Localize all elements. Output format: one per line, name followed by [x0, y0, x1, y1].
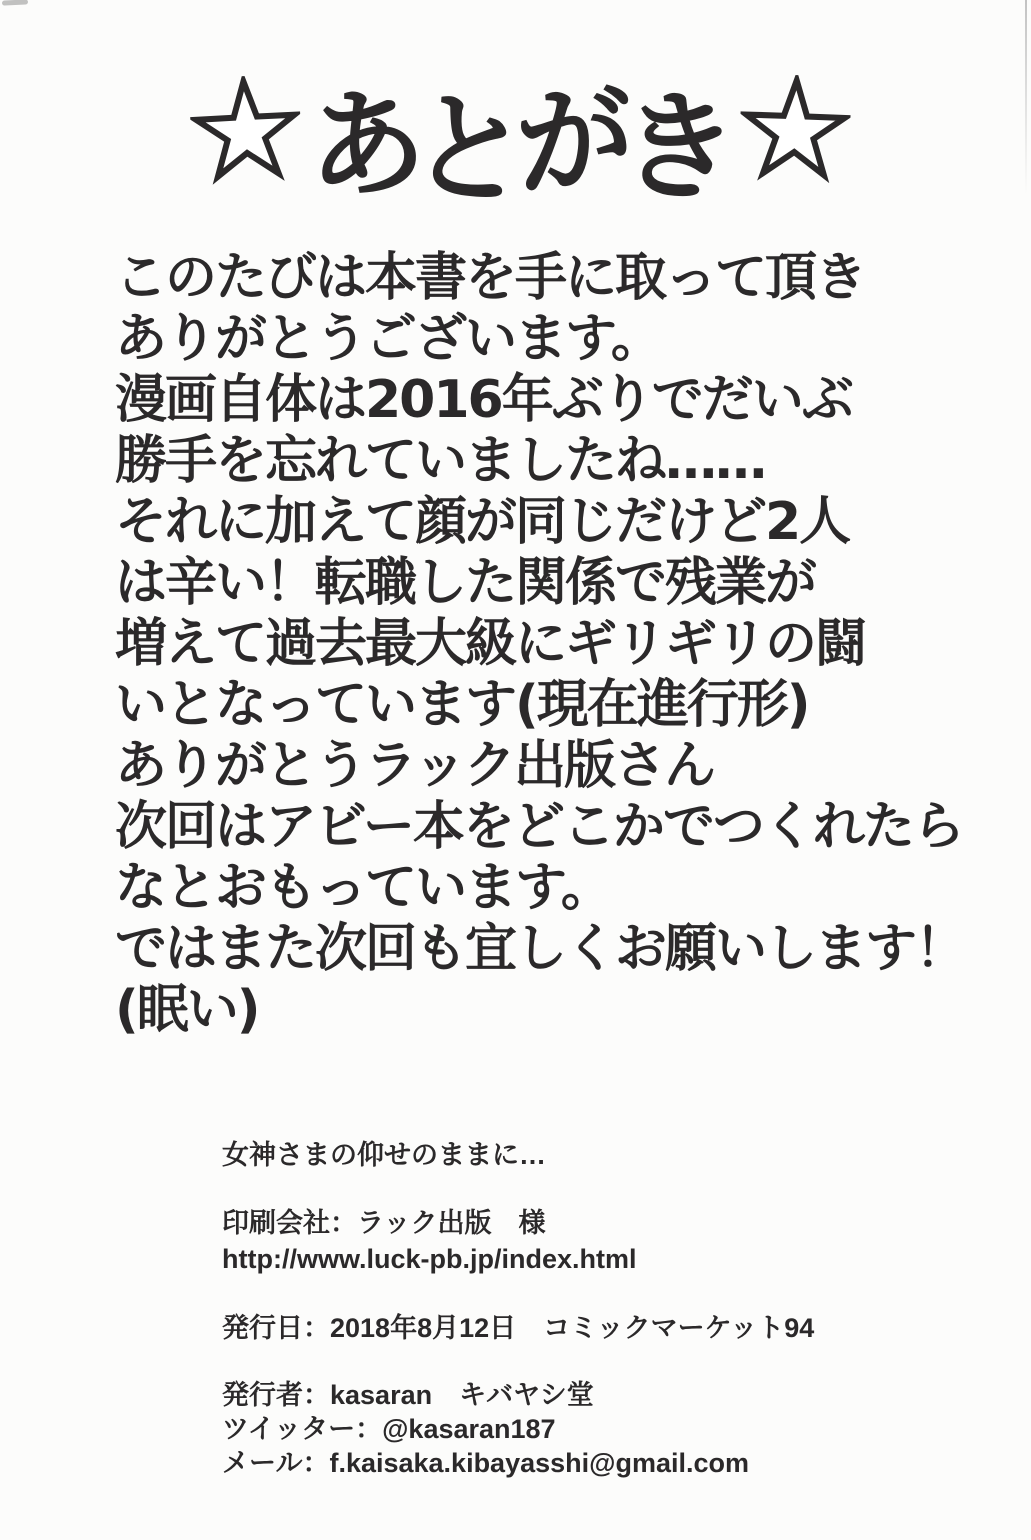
afterword-line: ありがとうラック出版さん: [115, 736, 714, 796]
afterword-line: このたびは本書を手に取って頂き: [115, 248, 866, 308]
colophon-spacer: [222, 1277, 814, 1311]
title-char: と: [403, 74, 524, 224]
afterword-line: いとなっています(現在進行形): [115, 675, 809, 735]
colophon-spacer: [222, 1345, 814, 1378]
colophon-book-title: 女神さまの仰せのままに…: [222, 1140, 546, 1170]
afterword-line: ありがとうございます。: [115, 309, 661, 369]
afterword-line: (眠い): [115, 980, 259, 1040]
colophon-spacer: [222, 1172, 814, 1205]
afterword-line: 増えて過去最大級にギリギリの闘: [115, 614, 866, 674]
colophon-printer: 印刷会社：ラック出版 様: [222, 1208, 546, 1238]
afterword-line: は辛い！転職した関係で残業が: [115, 553, 816, 613]
colophon-twitter: ツイッター：@kasaran187: [222, 1414, 556, 1444]
title-char: あ: [305, 74, 415, 216]
afterword-line: 漫画自体は2016年ぶりでだいぶ: [115, 370, 852, 430]
afterword-line: ではまた次回も宜しくお願いします！: [115, 919, 966, 979]
afterword-line: なとおもっています。: [115, 858, 611, 918]
afterword-body: [115, 248, 995, 1041]
page-title: [0, 48, 1031, 238]
afterword-line: 次回はアビー本をどこかでつくれたら: [115, 797, 963, 857]
colophon-publisher: 発行者：kasaran キバヤシ堂: [222, 1380, 594, 1410]
colophon-email: メール：f.kaisaka.kibayasshi@gmail.com: [222, 1448, 750, 1478]
colophon-publish-date: 発行日：2018年8月12日 コミックマーケット94: [222, 1313, 815, 1343]
scan-smudge: [2, 0, 28, 6]
title-char: が: [510, 67, 626, 215]
title-char: き: [615, 74, 729, 220]
page-title-text: [305, 48, 729, 238]
colophon-printer-url: http://www.luck-pb.jp/index.html: [222, 1244, 637, 1274]
afterword-line: 勝手を忘れていましたね……: [115, 431, 766, 491]
afterword-line: それに加えて顔が同じだけど2人: [115, 492, 850, 552]
star-icon: [738, 73, 852, 187]
star-icon: [188, 73, 304, 189]
colophon: [222, 1138, 814, 1480]
